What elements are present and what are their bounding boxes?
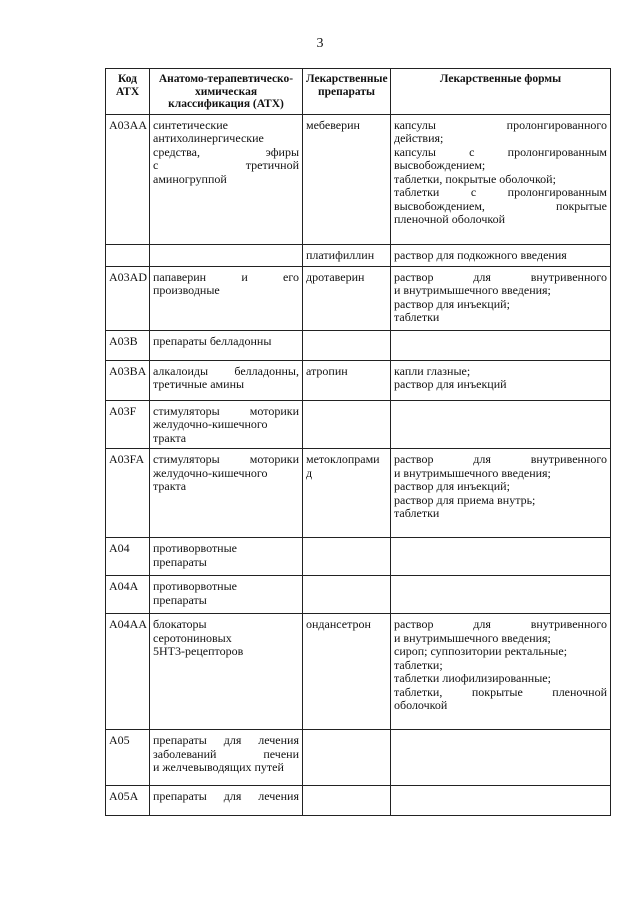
cell-forms: [391, 449, 611, 538]
form-line: оболочкой: [394, 698, 448, 712]
form-line: действия;: [394, 131, 444, 145]
classification-line: противорвотные: [153, 541, 237, 555]
cell-drug: [303, 330, 391, 360]
cell-classification: [150, 244, 303, 266]
table-row: [106, 266, 611, 330]
classification-line: 5HT3-рецепторов: [153, 644, 244, 658]
cell-classification: [150, 786, 303, 816]
cell-drug: ондансетрон: [303, 614, 391, 730]
cell-classification: [150, 449, 303, 538]
cell-code: A03AD: [106, 266, 150, 330]
classification-line: производные: [153, 283, 220, 297]
cell-drug: [303, 730, 391, 786]
table-row: [106, 786, 611, 816]
form-line: таблетки: [394, 506, 440, 520]
classification-line: серотониновых: [153, 630, 232, 645]
table-row: [106, 360, 611, 400]
cell-code: A03AA: [106, 114, 150, 244]
classification-line: средства, эфиры: [153, 144, 299, 159]
form-line: и внутримышечного введения;: [394, 465, 551, 480]
form-line: раствор для инъекций;: [394, 479, 510, 493]
table-row: [106, 538, 611, 576]
form-line: раствор для внутривенного: [394, 617, 607, 631]
cell-forms: [391, 538, 611, 576]
form-line: таблетки лиофилизированные;: [394, 671, 551, 685]
classification-line: папаверин и его: [153, 269, 299, 284]
cell-classification: [150, 538, 303, 576]
classification-line: алкалоиды белладонны,: [153, 363, 299, 378]
cell-code: A03B: [106, 330, 150, 360]
form-line: капли глазные;: [394, 363, 471, 378]
classification-line: тракта: [153, 430, 187, 445]
header-drugs: Лекарственные препараты: [303, 69, 391, 115]
cell-drug: [303, 400, 391, 449]
form-line: таблетки;: [394, 657, 443, 672]
form-line: сироп; суппозитории ректальные;: [394, 644, 568, 658]
classification-line: с третичной: [153, 158, 299, 172]
cell-drug: [303, 576, 391, 614]
header-forms: Лекарственные формы: [391, 69, 611, 115]
classification-line: препараты: [153, 592, 207, 607]
table-row: [106, 730, 611, 786]
cell-classification: [150, 400, 303, 449]
form-line: высвобождением;: [394, 158, 486, 172]
table-row: [106, 244, 611, 266]
form-line: таблетки, покрытые пленочной: [394, 684, 607, 699]
classification-line: стимуляторы моторики: [153, 452, 299, 466]
cell-classification: [150, 730, 303, 786]
form-line: раствор для приема внутрь;: [394, 492, 536, 507]
form-line: таблетки с пролонгированным: [394, 185, 607, 199]
cell-code: A04AA: [106, 614, 150, 730]
cell-code: [106, 244, 150, 266]
cell-classification: [150, 114, 303, 244]
table-row: [106, 400, 611, 449]
classification-line: противорвотные: [153, 579, 237, 593]
cell-code: A03FA: [106, 449, 150, 538]
cell-code: A04: [106, 538, 150, 576]
classification-line: препараты: [153, 554, 207, 569]
cell-classification: [150, 330, 303, 360]
form-line: раствор для внутривенного: [394, 452, 607, 466]
form-line: раствор для подкожного введения: [394, 247, 567, 262]
cell-drug: [303, 786, 391, 816]
table-row: [106, 614, 611, 730]
form-line: раствор для инъекций: [394, 377, 507, 391]
classification-line: и желчевыводящих путей: [153, 760, 284, 774]
cell-forms: [391, 730, 611, 786]
cell-forms: [391, 244, 611, 266]
cell-drug: платифиллин: [303, 244, 391, 266]
header-code: Код АТХ: [106, 69, 150, 115]
table-row: [106, 576, 611, 614]
form-line: раствор для инъекций;: [394, 296, 510, 311]
form-line: и внутримышечного введения;: [394, 283, 551, 297]
form-line: капсулы с пролонгированным: [394, 144, 607, 159]
classification-line: заболеваний печени: [153, 746, 299, 761]
classification-line: блокаторы: [153, 617, 207, 631]
cell-drug: дротаверин: [303, 266, 391, 330]
cell-code: A05A: [106, 786, 150, 816]
table-row: [106, 330, 611, 360]
form-line: высвобождением, покрытые: [394, 198, 607, 213]
classification-line: препараты для лечения: [153, 789, 299, 803]
cell-forms: [391, 330, 611, 360]
classification-line: желудочно-кишечного: [153, 417, 268, 431]
cell-forms: [391, 576, 611, 614]
table-body: [106, 114, 611, 816]
cell-drug: метоклопрами д: [303, 449, 391, 538]
cell-drug: мебеверин: [303, 114, 391, 244]
cell-forms: [391, 400, 611, 449]
cell-forms: [391, 114, 611, 244]
classification-line: третичные амины: [153, 377, 245, 391]
cell-forms: [391, 360, 611, 400]
form-line: таблетки: [394, 310, 440, 324]
page-number: 3: [316, 36, 324, 51]
cell-drug: атропин: [303, 360, 391, 400]
form-line: таблетки, покрытые оболочкой;: [394, 171, 556, 186]
form-line: и внутримышечного введения;: [394, 630, 551, 645]
classification-line: тракта: [153, 479, 187, 493]
classification-line: препараты для лечения: [153, 733, 299, 747]
form-line: капсулы пролонгированного: [394, 117, 607, 132]
cell-code: A05: [106, 730, 150, 786]
cell-classification: [150, 614, 303, 730]
form-line: пленочной оболочкой: [394, 212, 506, 226]
cell-classification: [150, 576, 303, 614]
classification-line: стимуляторы моторики: [153, 403, 299, 418]
cell-forms: [391, 614, 611, 730]
classification-line: препараты белладонны: [153, 333, 272, 348]
classification-line: антихолинергические: [153, 131, 264, 145]
cell-code: A03BA: [106, 360, 150, 400]
classification-line: желудочно-кишечного: [153, 465, 268, 480]
cell-forms: [391, 786, 611, 816]
cell-classification: [150, 360, 303, 400]
atx-table: [105, 68, 611, 816]
cell-code: A03F: [106, 400, 150, 449]
classification-line: аминогруппой: [153, 171, 227, 186]
cell-drug: [303, 538, 391, 576]
table-row: [106, 114, 611, 244]
form-line: раствор для внутривенного: [394, 269, 607, 284]
header-classification: Анатомо-терапевтическо-химическая классификация (АТХ): [150, 69, 303, 115]
table-header-row: [106, 69, 611, 115]
cell-forms: [391, 266, 611, 330]
cell-classification: [150, 266, 303, 330]
classification-line: синтетические: [153, 117, 228, 132]
table-row: [106, 449, 611, 538]
cell-code: A04A: [106, 576, 150, 614]
